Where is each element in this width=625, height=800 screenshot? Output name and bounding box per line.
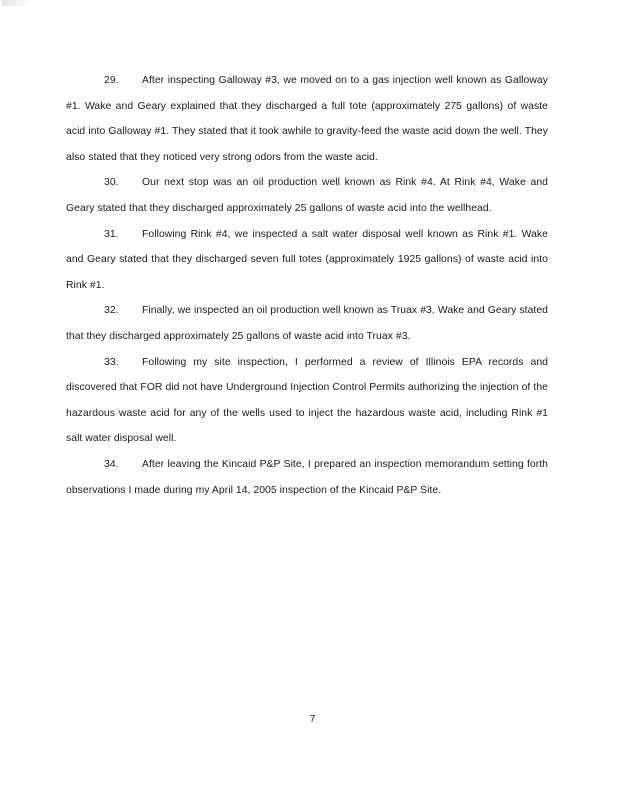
paragraph-32 bbox=[66, 298, 548, 349]
paragraph-number: 30. bbox=[104, 177, 119, 189]
paragraph-33 bbox=[66, 350, 548, 452]
paragraph-text: After leaving the Kincaid P&P Site, I prepared an inspection memorandum setting forth observations I made during my April 14, 2005 inspection of the Kincaid P&P Site. bbox=[66, 458, 548, 496]
paragraph-29 bbox=[66, 68, 548, 170]
paragraph-30 bbox=[66, 170, 548, 221]
paragraph-text: Our next stop was an oil production well known as Rink #4. At Rink #4, Wake and Geary stated that they discharged approximately 25 gallons of waste acid into the wellhead. bbox=[66, 177, 548, 214]
paragraph-text: Following my site inspection, I performed a review of Illinois EPA records and discovered that FOR did not have Underground Injection Control Permits authorizing the injection of the hazardous waste acid for any of the wells used to inject the hazardous waste acid, including Rink #1 salt water disposal well. bbox=[66, 356, 548, 445]
document-body bbox=[66, 68, 548, 503]
paragraph-text: After inspecting Galloway #3, we moved on to a gas injection well known as Galloway #1. Wake and Geary explained that they discharged a full tote (approximately 275 gallons) of waste acid into Galloway #1. They stated that it took awhile to gravity-feed the waste acid down the well. They also stated that they noticed very strong odors from the waste acid. bbox=[66, 75, 548, 163]
paragraph-34 bbox=[66, 452, 548, 503]
paragraph-number: 32. bbox=[104, 305, 119, 317]
paragraph-number: 29. bbox=[104, 75, 119, 86]
page-number: 7 bbox=[309, 714, 316, 725]
paragraph-text: Finally, we inspected an oil production well known as Truax #3. Wake and Geary stated that they discharged approximately 25 gallons of waste acid into Truax #3. bbox=[66, 305, 548, 342]
scan-artifact bbox=[2, 0, 32, 6]
paragraph-number: 33. bbox=[104, 356, 119, 368]
paragraph-number: 34. bbox=[104, 458, 119, 470]
paragraph-31 bbox=[66, 222, 548, 299]
paragraph-number: 31. bbox=[104, 228, 119, 240]
paragraph-text: Following Rink #4, we inspected a salt water disposal well known as Rink #1. Wake and Geary stated that they discharged seven full totes (approximately 1925 gallons) of waste acid into Rink #1. bbox=[66, 228, 548, 291]
